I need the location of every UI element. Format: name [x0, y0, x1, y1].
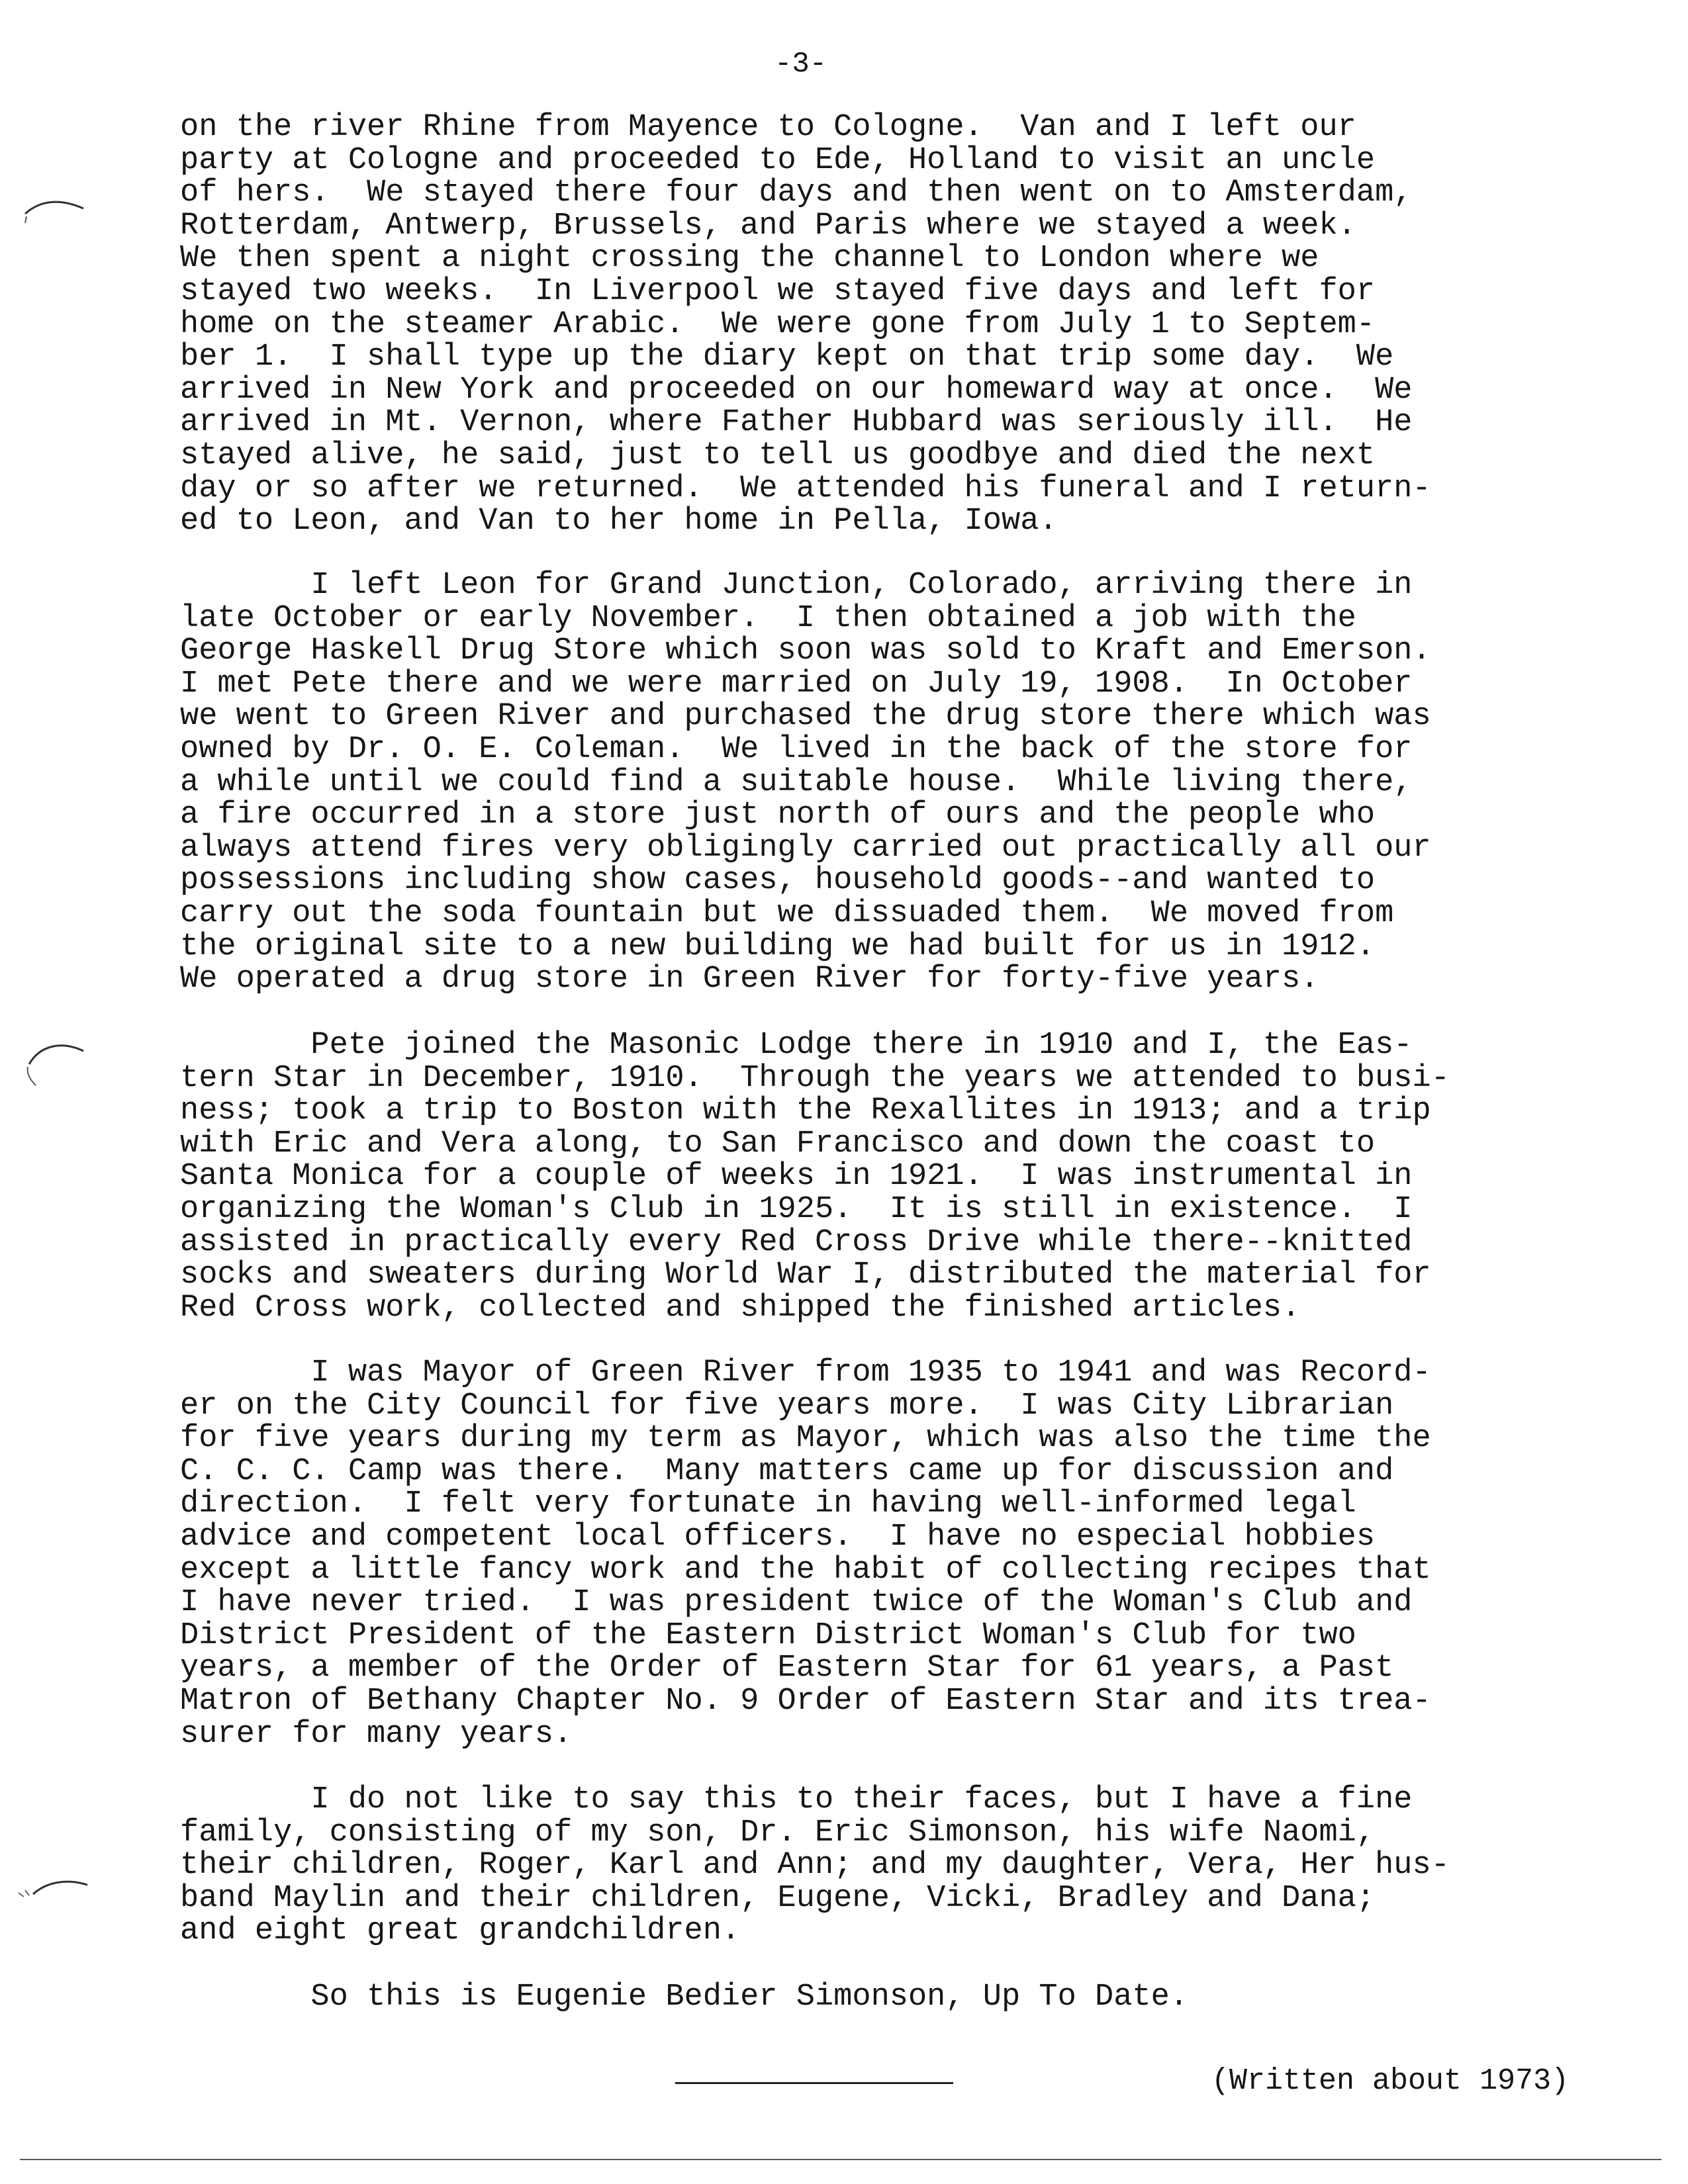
text-line: possessions including show cases, household goods--and wanted to [180, 863, 1376, 899]
text-line: George Haskell Drug Store which soon was sold to Kraft and Emerson. [180, 633, 1431, 669]
text-line: arrived in Mt. Vernon, where Father Hubbard was seriously ill. He [180, 405, 1413, 441]
written-about-note: (Written about 1973) [1211, 2064, 1570, 2098]
text-line: Rotterdam, Antwerp, Brussels, and Paris where we stayed a week. [180, 208, 1356, 244]
text-line: Pete joined the Masonic Lodge there in 1910 and I, the Eas- [180, 1028, 1413, 1063]
paragraph-mayor [180, 1357, 1431, 1751]
text-line: owned by Dr. O. E. Coleman. We lived in the back of the store for [180, 731, 1413, 767]
text-line: for five years during my term as Mayor, which was also the time the [180, 1421, 1431, 1457]
text-line: always attend fires very obligingly carried out practically all our [180, 830, 1431, 866]
text-line: stayed two weeks. In Liverpool we stayed five days and left for [180, 273, 1376, 309]
text-line: C. C. C. Camp was there. Many matters came up for discussion and [180, 1453, 1394, 1489]
text-line: ness; took a trip to Boston with the Rexallites in 1913; and a trip [180, 1093, 1431, 1129]
paragraph-green-river [180, 569, 1431, 996]
margin-pen-mark-3 [13, 1866, 93, 1913]
text-line: I met Pete there and we were married on July 19, 1908. In October [180, 666, 1413, 702]
text-line: I left Leon for Grand Junction, Colorado, arriving there in [180, 568, 1413, 603]
text-line: I was Mayor of Green River from 1935 to 1941 and was Record- [180, 1355, 1431, 1390]
text-line: Red Cross work, collected and shipped the finished articles. [180, 1290, 1301, 1326]
text-line: advice and competent local officers. I have no especial hobbies [180, 1519, 1376, 1555]
text-line: arrived in New York and proceeded on our homeward way at once. We [180, 372, 1413, 408]
text-line: We operated a drug store in Green River for forty-five years. [180, 962, 1319, 997]
text-line: years, a member of the Order of Eastern Star for 61 years, a Past [180, 1651, 1394, 1686]
text-line: with Eric and Vera along, to San Francisco and down the coast to [180, 1126, 1376, 1161]
text-line: stayed alive, he said, just to tell us goodbye and died the next [180, 437, 1376, 473]
text-line: organizing the Woman's Club in 1925. It is still in existence. I [180, 1191, 1413, 1227]
footer-rule [675, 2082, 953, 2084]
margin-pen-mark-2 [20, 1032, 93, 1092]
text-line: assisted in practically every Red Cross Drive while there--knitted [180, 1224, 1413, 1260]
text-line: of hers. We stayed there four days and then went on to Amsterdam, [180, 175, 1413, 211]
text-line: a fire occurred in a store just north of ours and the people who [180, 797, 1376, 833]
text-line: socks and sweaters during World War I, distributed the material for [180, 1257, 1431, 1293]
text-line: District President of the Eastern District Woman's Club for two [180, 1617, 1356, 1653]
text-line: surer for many years. [180, 1716, 573, 1752]
text-line: tern Star in December, 1910. Through the years we attended to busi- [180, 1060, 1450, 1096]
text-line: their children, Roger, Karl and Ann; and my daughter, Vera, Her hus- [180, 1848, 1450, 1884]
text-line: ber 1. I shall type up the diary kept on that trip some day. We [180, 340, 1394, 375]
text-line: except a little fancy work and the habit of collecting recipes that [180, 1552, 1431, 1588]
text-line: home on the steamer Arabic. We were gone from July 1 to Septem- [180, 306, 1376, 342]
text-line: late October or early November. I then obtained a job with the [180, 600, 1356, 636]
text-line: er on the City Council for five years more. I was City Librarian [180, 1388, 1394, 1424]
page-number: -3- [774, 48, 827, 81]
text-line: party at Cologne and proceeded to Ede, Holland to visit an uncle [180, 142, 1376, 178]
text-line: a while until we could find a suitable house. While living there, [180, 764, 1413, 800]
text-line: family, consisting of my son, Dr. Eric Simonson, his wife Naomi, [180, 1815, 1376, 1850]
text-line: So this is Eugenie Bedier Simonson, Up To Date. [180, 1979, 1189, 2015]
text-line: day or so after we returned. We attended his funeral and I return- [180, 471, 1431, 506]
text-line: carry out the soda fountain but we dissuaded them. We moved from [180, 895, 1394, 931]
text-line: Matron of Bethany Chapter No. 9 Order of Eastern Star and its trea- [180, 1683, 1431, 1719]
margin-pen-mark-1 [20, 189, 93, 228]
paragraph-masonic-lodge [180, 1029, 1450, 1324]
paragraph-europe-trip [180, 111, 1431, 538]
paragraph-closing [180, 1981, 1188, 2014]
text-line: band Maylin and their children, Eugene, Vicki, Bradley and Dana; [180, 1880, 1376, 1916]
text-line: the original site to a new building we had built for us in 1912. [180, 929, 1376, 964]
text-line: I have never tried. I was president twice of the Woman's Club and [180, 1585, 1413, 1621]
paragraph-family [180, 1784, 1450, 1948]
text-line: Santa Monica for a couple of weeks in 1921. I was instrumental in [180, 1159, 1413, 1195]
text-line: We then spent a night crossing the channel to London where we [180, 241, 1319, 277]
page-bottom-edge [20, 2159, 1662, 2160]
text-line: on the river Rhine from Mayence to Cologne. Van and I left our [180, 110, 1356, 145]
text-line: and eight great grandchildren. [180, 1913, 741, 1949]
text-line: direction. I felt very fortunate in having well-informed legal [180, 1486, 1356, 1522]
text-line: we went to Green River and purchased the drug store there which was [180, 699, 1431, 735]
text-line: ed to Leon, and Van to her home in Pella, Iowa. [180, 504, 1058, 539]
text-line: I do not like to say this to their faces, but I have a fine [180, 1782, 1413, 1817]
